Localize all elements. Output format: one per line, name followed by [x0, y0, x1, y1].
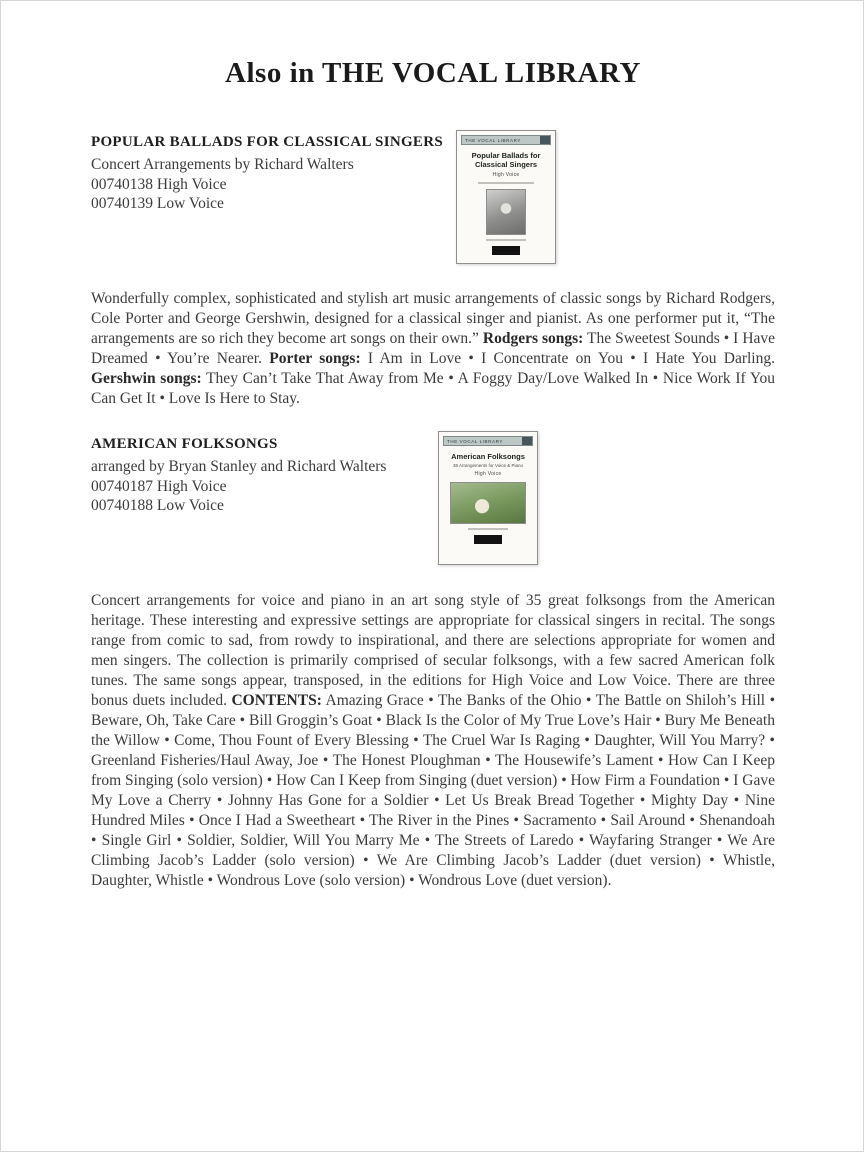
text-segment-bold: CONTENTS:	[231, 692, 322, 709]
series-number-chip	[540, 136, 550, 145]
section-header-popular-ballads	[91, 134, 775, 274]
cover-title: American Folksongs	[451, 452, 525, 461]
text-segment: Concert arrangements for voice and piano in an art song style of 35 great folksongs from the American heritage. These interesting and expressive settings are appropriate for classical singers in recital. The songs range from comic to sad, from rowdy to inspirational, and there are selections appropriate for women and men singers. The collection is primarily comprised of secular folksongs, with a few sacred American folk tunes. The same songs appear, transposed, in the editions for High Voice and Low Voice. There are three bonus duets included.	[91, 592, 775, 709]
text-segment: I Am in Love • I Concentrate on You • I Hate You Darling.	[360, 350, 775, 367]
publisher-logo	[474, 535, 502, 544]
text-segment: They Can’t Take That Away from Me • A Foggy Day/Love Walked In • Nice Work If You Can Get It • Love Is Here to Stay.	[91, 370, 775, 407]
arranger-credit: Concert Arrangements by Richard Walters	[91, 156, 354, 173]
text-segment: The Sweetest Sounds • I Have Dreamed • You’re Nearer.	[91, 330, 776, 367]
section-header-american-folksongs	[91, 436, 775, 576]
cover-caption-rule	[486, 239, 526, 241]
text-segment-bold: Gershwin songs:	[91, 370, 202, 387]
arranger-credit: arranged by Bryan Stanley and Richard Walters	[91, 458, 387, 475]
cover-title: Popular Ballads for Classical Singers	[471, 151, 541, 169]
cover-series-label: THE VOCAL LIBRARY	[465, 138, 521, 143]
publisher-logo	[492, 246, 520, 255]
series-number-chip	[522, 437, 532, 446]
cover-caption-rule	[468, 528, 508, 530]
section-american-folksongs	[91, 436, 775, 891]
book-cover-american-folksongs	[438, 431, 538, 565]
cover-series-label: THE VOCAL LIBRARY	[447, 439, 503, 444]
cover-caption-rule	[478, 182, 534, 184]
book-info-block	[91, 436, 775, 516]
book-title-heading: POPULAR BALLADS FOR CLASSICAL SINGERS	[91, 134, 444, 150]
cover-series-band	[461, 135, 551, 145]
edition-low-voice: 00740139 Low Voice	[91, 195, 224, 212]
text-segment: Amazing Grace • The Banks of the Ohio • The Battle on Shiloh’s Hill • Beware, Oh, Take Care • Bill Groggin’s Goat • Black Is the Color of My True Love’s Hair • Bury Me Beneath the Willow • Come, Thou Fount of Every Blessing • The Cruel War Is Raging • Daughter, Will You Marry? • Greenland Fisheries/Haul Away, Joe • The Honest Ploughman • The Housewife’s Lament • How Can I Keep from Singing (solo version) • How Can I Keep from Singing (duet version) • How Firm a Foundation • I Gave My Love a Cherry • Johnny Has Gone for a Soldier • Let Us Break Bread Together • Mighty Day • Nine Hundred Miles • Once I Had a Sweetheart • The River in the Pines • Sacramento • Sail Around • Shenandoah • Single Girl • Soldier, Soldier, Will You Marry Me • The Streets of Laredo • Wayfaring Stranger • We Are Climbing Jacob’s Ladder (solo version) • We Are Climbing Jacob’s Ladder (duet version) • Whistle, Daughter, Whistle • Wondrous Love (solo version) • Wondrous Love (duet version).	[91, 692, 775, 889]
text-segment-bold: Porter songs:	[269, 350, 361, 367]
edition-low-voice: 00740188 Low Voice	[91, 497, 224, 514]
edition-high-voice: 00740138 High Voice	[91, 175, 227, 193]
book-description	[91, 289, 775, 409]
cover-series-band	[443, 436, 533, 446]
cover-photo	[450, 482, 526, 524]
cover-voice-label: High Voice	[492, 172, 520, 178]
book-description	[91, 591, 775, 891]
page-title: Also in THE VOCAL LIBRARY	[225, 57, 641, 89]
cover-photo	[486, 189, 526, 235]
book-cover-popular-ballads	[456, 130, 556, 264]
cover-voice-label: High Voice	[474, 471, 502, 477]
text-segment-bold: Rodgers songs:	[482, 330, 584, 347]
cover-subtitle: 35 Arrangements for Voice & Piano	[452, 463, 524, 468]
text-segment: Wonderfully complex, sophisticated and stylish art music arrangements of classic songs by Richard Rodgers, Cole Porter and George Gershwin, designed for a classical singer and pianist. As one performer put it, “The arrangements are so rich they become art songs on their own.”	[91, 290, 775, 347]
book-title-heading: AMERICAN FOLKSONGS	[91, 436, 278, 452]
section-popular-ballads	[91, 134, 775, 409]
edition-high-voice: 00740187 High Voice	[91, 477, 227, 495]
book-info-block	[91, 134, 775, 214]
